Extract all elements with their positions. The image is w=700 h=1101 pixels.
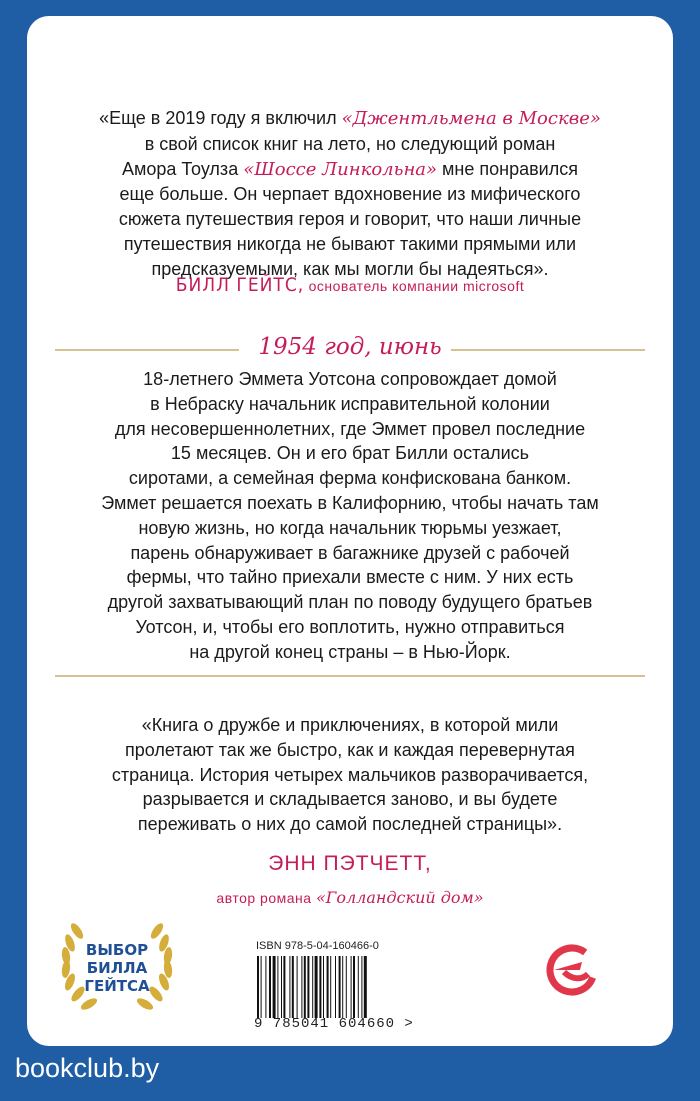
book-title-dutch-house: «Голландский дом» bbox=[315, 888, 484, 907]
author-role: основатель компании microsoft bbox=[304, 278, 525, 294]
divider-right bbox=[451, 349, 645, 351]
divider-bottom bbox=[55, 675, 645, 677]
site-watermark: bookclub.by bbox=[15, 1053, 160, 1083]
gates-quote: «Еще в 2019 году я включил «Джентльмена в Москве» в свой список книг на лето, но следующий роман Амора Тоулза «Шоссе Линкольна» мне понравился еще больше. Он черпает вдохновение из мифического сюжета путешествия героя и говорит, что наши личные путешествия никогда не бывают такими прямыми или предсказуемыми, как мы могли бы надеяться». bbox=[99, 108, 601, 279]
book-back-cover bbox=[27, 16, 673, 1046]
badge-text: ВЫБОР БИЛЛА ГЕЙТСА bbox=[84, 941, 150, 995]
publisher-logo-icon bbox=[542, 940, 602, 1000]
gates-attribution bbox=[27, 274, 673, 296]
barcode-bars bbox=[256, 956, 426, 1018]
bill-gates-choice-badge bbox=[37, 909, 197, 1019]
book-description: 18-летнего Эммета Уотсона сопровождает домой в Небраску начальник исправительной колонии для несовершеннолетних, где Эммет провел последние 15 месяцев. Он и его брат Билли остались сиротами, а семейная ферма конфискована банком. Эммет решается поехать в Калифорнию, чтобы начать там новую жизнь, но когда начальник тюрьмы уезжает, парень обнаруживает в багажнике друзей с рабочей фермы, что тайно приехали вместе с ним. У них есть другой захватывающий план по поводу будущего братьев Уотсон, и, чтобы его воплотить, нужно отправиться на другой конец страны – в Нью-Йорк. bbox=[101, 369, 599, 662]
book-title-gentleman: «Джентльмена в Москве» bbox=[341, 108, 601, 129]
section-heading: 1954 год, июнь bbox=[258, 334, 442, 360]
patchett-name: ЭНН ПЭТЧЕТТ, bbox=[268, 852, 432, 875]
author-name: БИЛЛ ГЕЙТС, bbox=[175, 274, 305, 296]
isbn-barcode bbox=[254, 940, 484, 1032]
book-title-lincoln-highway: «Шоссе Линкольна» bbox=[243, 158, 438, 180]
isbn-label: ISBN 978-5-04-160466-0 bbox=[256, 940, 379, 952]
barcode-digits: 9 785041 604660 > bbox=[254, 1016, 414, 1032]
patchett-role: автор романа «Голландский дом» bbox=[216, 888, 484, 907]
patchett-quote: «Книга о дружбе и приключениях, в которой мили пролетают так же быстро, как и каждая перевернутая страница. История четырех мальчиков разворачивается, разрывается и складывается заново, и вы будете переживать о них до самой последней страницы». bbox=[111, 715, 589, 835]
